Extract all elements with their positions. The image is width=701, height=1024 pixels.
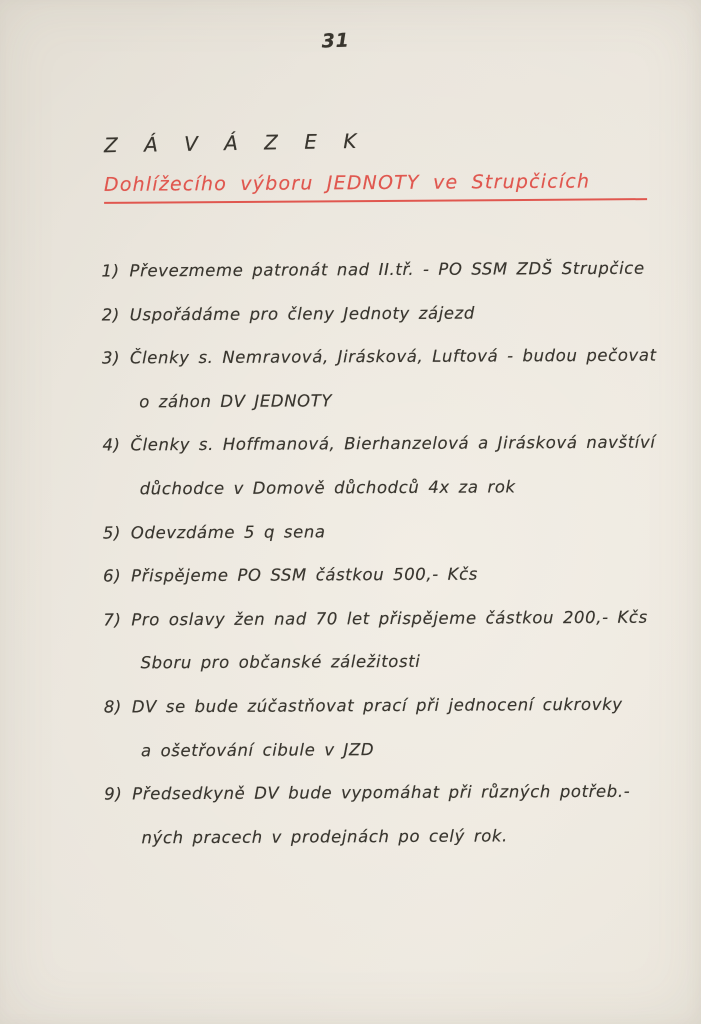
item-text: o záhon DV JEDNOTY (139, 391, 333, 412)
item-text: důchodce v Domově důchodců 4x za rok (139, 477, 516, 499)
item-text: a ošetřování cibule v JZD (140, 739, 375, 760)
item-number: 6) (103, 566, 122, 586)
item-text: Převezmeme patronát nad II.tř. - PO SSM ZDŠ Strupčice (129, 258, 645, 281)
item-number: 3) (101, 348, 121, 368)
item-text: ných pracech v prodejnách po celý rok. (141, 826, 508, 848)
list-item (103, 552, 678, 599)
item-text: Členky s. Hoffmanová, Bierhanzelová a Jirásková navštíví (130, 432, 656, 455)
item-text: Odevzdáme 5 q sena (130, 521, 326, 542)
item-text: Přispějeme PO SSM částkou 500,- Kčs (131, 564, 478, 586)
item-text: Členky s. Nemravová, Jirásková, Luftová - budou pečovat (129, 345, 657, 368)
item-text: DV se bude zúčastňovat prací při jednocení cukrovky (131, 694, 623, 717)
list-item (104, 682, 679, 772)
item-number: 8) (103, 697, 122, 717)
item-text: Předsedkyně DV bude vypomáhat při různých potřeb.- (132, 781, 631, 804)
list-item (102, 421, 677, 511)
item-number: 9) (104, 784, 123, 804)
item-number: 5) (102, 522, 122, 543)
item-text: Sboru pro občanské záležitosti (140, 652, 421, 673)
list-item (104, 770, 679, 860)
document-subtitle: Dohlížecího výboru JEDNOTY ve Strupčicích (104, 170, 647, 204)
item-number: 1) (101, 261, 120, 281)
document-title: Z Á V Á Z E K (103, 128, 366, 158)
item-text: Uspořádáme pro členy Jednoty zájezd (129, 303, 476, 324)
item-number: 2) (101, 305, 120, 325)
list-item (101, 246, 676, 293)
item-text: Pro oslavy žen nad 70 let přispějeme částkou 200,- Kčs (131, 607, 648, 630)
item-number: 4) (102, 435, 121, 455)
list-item (103, 508, 678, 555)
page-number: 31 (321, 29, 350, 53)
item-number: 7) (103, 610, 122, 630)
list-item (102, 334, 677, 424)
pledge-list (101, 246, 679, 859)
list-item (103, 595, 678, 685)
list-item (102, 290, 677, 337)
